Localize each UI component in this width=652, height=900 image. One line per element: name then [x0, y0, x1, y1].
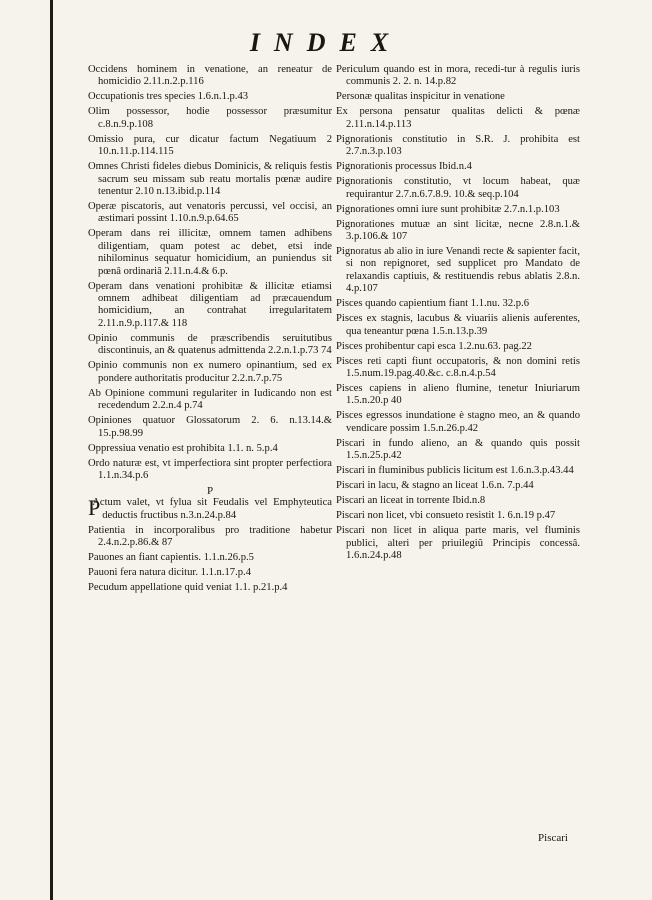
index-entry: Ordo naturæ est, vt imperfectiora sint propter perfectiora 1.1.n.34.p.6 — [88, 457, 332, 481]
right-column — [336, 64, 580, 565]
index-entry: Pignorationis processus Ibid.n.4 — [336, 161, 472, 173]
index-entry: Pauoni fera natura dicitur. 1.1.n.17.p.4 — [88, 567, 251, 579]
index-entry: Pignorationes mutuæ an sint licitæ, necne 2.8.n.1.& 3.p.106.& 107 — [336, 218, 580, 243]
index-entry: Piscari non licet, vbi consueto resistit 1. 6.n.19 p.47 — [336, 510, 556, 522]
catchword: Piscari — [538, 832, 568, 844]
index-entry: Opinio communis de præscribendis seruitutibus discontinuis, an & quatenus admittenda 2.2.n.1.p.73 74 — [88, 332, 332, 357]
index-entry: Opiniones quatuor Glossatorum 2. 6. n.13.14.& 15.p.98.99 — [88, 415, 332, 439]
index-entry: Ex persona pensatur qualitas delicti & pœnæ 2.11.n.14.p.113 — [336, 106, 580, 130]
index-entry: Pisces egressos inundatione è stagno meo, an & quando vendicare possim 1.5.n.26.p.42 — [336, 410, 580, 434]
index-entry: Piscari in fluminibus publicis licitum est 1.6.n.3.p.43.44 — [336, 465, 574, 477]
index-entry: Pisces ex stagnis, lacubus & viuariis alienis auferentes, qua teneantur pœna 1.5.n.13.p.39 — [336, 313, 580, 337]
index-entry: Pignorationis constitutio in S.R. J. prohibita est 2.7.n.3.p.103 — [336, 133, 580, 158]
index-entry: Olim possessor, hodie possessor præsumitur c.8.n.9.p.108 — [88, 106, 332, 130]
index-entry: PActum valet, vt fylua sit Feudalis vel Emphyteutica deductis fructibus n.3.n.24.p.84 — [88, 495, 332, 521]
index-entry: Pignoratus ab alio in iure Venandi recte & sapienter facit, si non repignoret, sed supplicet pro Mandato de relaxandis captiuis, & restituendis rebus ablatis 2.8.n. 4.p.107 — [336, 246, 580, 295]
index-entry: Piscari in fundo alieno, an & quando quis possit 1.5.n.25.p.42 — [336, 437, 580, 462]
index-entry: Ab Opinione communi regulariter in Iudicando non est recedendum 2.2.n.4 p.74 — [88, 387, 332, 412]
index-entry: Operam dans rei illicitæ, omnem tamen adhibens diligentiam, quam potest ac debet, etsi inde nihilominus sequatur homicidium, an puniendus sit pœnâ ordinariâ 2.11.n.4.& 6.p. — [88, 228, 332, 277]
index-entry: Pisces prohibentur capi esca 1.2.nu.63. pag.22 — [336, 340, 532, 352]
index-entry: Patientia in incorporalibus pro traditione habetur 2.4.n.2.p.86.& 87 — [88, 524, 332, 549]
index-entry: Occidens hominem in venatione, an reneatur de homicidio 2.11.n.2.p.116 — [88, 64, 332, 88]
index-entry: Pignorationes omni iure sunt prohibitæ 2.7.n.1.p.103 — [336, 203, 560, 215]
index-entry: Periculum quando est in mora, recedi-tur à regulis iuris communis 2. 2. n. 14.p.82 — [336, 64, 580, 88]
index-entry: Pisces quando capientium fiant 1.1.nu. 32.p.6 — [336, 298, 530, 310]
index-entry: Oppressiua venatio est prohibita 1.1. n. 5.p.4 — [88, 442, 278, 454]
index-entry: Pauones an fiant capientis. 1.1.n.26.p.5 — [88, 552, 254, 564]
index-entry: Pecudum appellatione quid veniat 1.1. p.21.p.4 — [88, 582, 288, 594]
index-entry: Omissio pura, cur dicatur factum Negatiuum 2 10.n.11.p.114.115 — [88, 133, 332, 158]
index-entry: Piscari non licet in aliqua parte maris, vel fluminis publici, alteri per priuilegiũ Principis concessâ. 1.6.n.24.p.48 — [336, 525, 580, 562]
index-entry: Omnes Christi fideles diebus Dominicis, & reliquis festis sacrum seu missam sub reatu mortalis pœnæ audire tenentur 2.10 n.13.ibid.p.114 — [88, 161, 332, 198]
index-entry: Pisces reti capti fiunt occupatoris, & non domini retis 1.5.num.19.pag.40.&c. c.8.n.4.p.54 — [336, 355, 580, 380]
index-entry: Pisces capiens in alieno flumine, tenetur Iniuriarum 1.5.n.20.p 40 — [336, 383, 580, 407]
gutter-rule — [50, 0, 53, 900]
index-entry: Personæ qualitas inspicitur in venatione — [336, 91, 505, 103]
left-column — [88, 64, 332, 597]
index-entry: Pignorationis constitutio, vt locum habeat, quæ requirantur 2.7.n.6.7.8.9. 10.& seq.p.104 — [336, 176, 580, 200]
index-entry: Piscari an liceat in torrente Ibid.n.8 — [336, 495, 486, 507]
page-header: INDEX — [249, 28, 403, 57]
index-entry: Piscari in lacu, & stagno an liceat 1.6.n. 7.p.44 — [336, 480, 534, 492]
index-entry: Operæ piscatoris, aut venatoris percussi, vel occisi, an æstimari possint 1.10.n.9.p.64.65 — [88, 201, 332, 225]
index-entry: Opinio communis non ex numero opinantium, sed ex pondere authoritatis producitur 2.2.n.7.p.75 — [88, 360, 332, 384]
section-letter: P — [206, 484, 214, 497]
index-entry: Operam dans venationi prohibitæ & illicitæ etiamsi omnem adhibeat diligentiam ad præcauendum homicidium, an contrahat irregularitatem 2.11.n.9.p.117.& 118 — [88, 280, 332, 329]
index-entry: Occupationis tres species 1.6.n.1.p.43 — [88, 91, 249, 103]
